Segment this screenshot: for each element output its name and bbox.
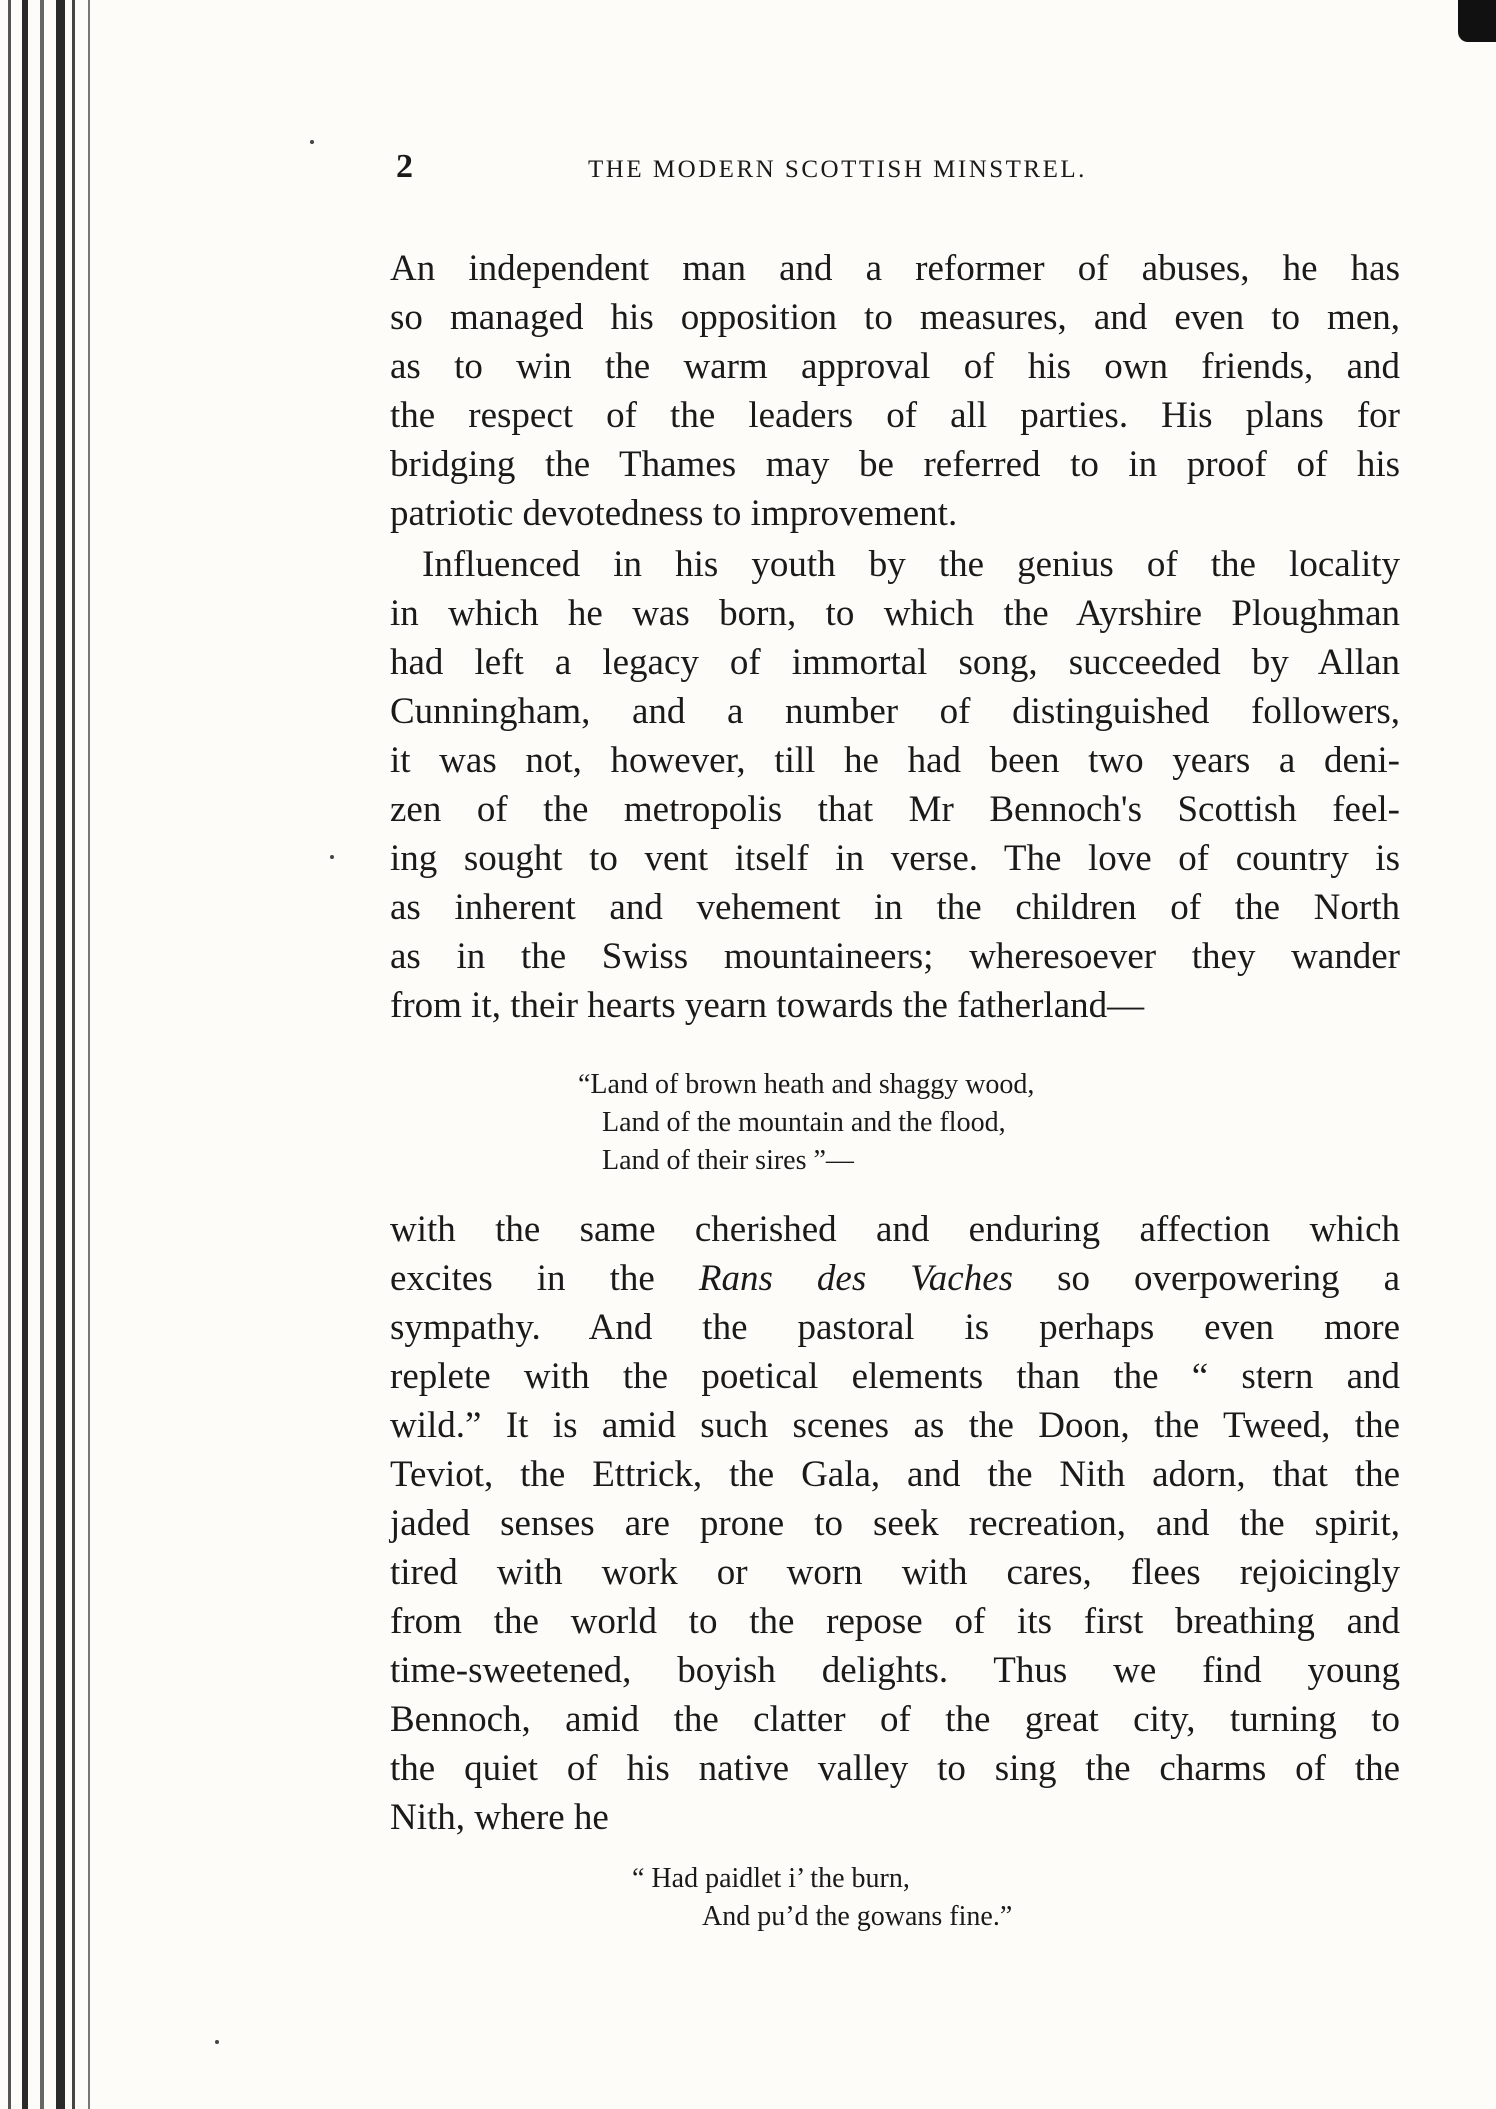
text-line: the quiet of his native valley to sing the charms of the [390,1748,1400,1789]
text-line: it was not, however, till he had been two years a deni- [390,740,1400,781]
paragraph-3 [390,1205,1400,1842]
text-line: the respect of the leaders of all parties. His plans for [390,395,1400,436]
running-head: THE MODERN SCOTTISH MINSTREL. [588,156,1087,183]
text-line: Nith, where he [390,1797,609,1838]
speck [310,140,314,144]
corner-mark [1458,0,1496,42]
text-line: as to win the warm approval of his own friends, and [390,346,1400,387]
text-line: from it, their hearts yearn towards the fatherland— [390,985,1145,1026]
italic-title: Rans des Vaches [698,1258,1014,1299]
text-line: so managed his opposition to measures, and even to men, [390,297,1400,338]
text-line: from the world to the repose of its first breathing and [390,1601,1400,1642]
verse-line: “ Had paidlet i’ the burn, [632,1863,910,1894]
text-line: sympathy. And the pastoral is perhaps even more [390,1307,1400,1348]
text-line: Cunningham, and a number of distinguished followers, [390,691,1400,732]
text-line: Bennoch, amid the clatter of the great city, turning to [390,1699,1400,1740]
verse-line: “Land of brown heath and shaggy wood, [578,1069,1035,1100]
page-number: 2 [396,148,413,185]
text-line: tired with work or worn with cares, flees rejoicingly [390,1552,1400,1593]
text-line: patriotic devotedness to improvement. [390,493,958,534]
text-segment: so overpowering a [1013,1258,1400,1299]
text-line: Influenced in his youth by the genius of the locality [422,544,1400,585]
speck [215,2040,219,2044]
text-line: in which he was born, to which the Ayrshire Ploughman [390,593,1400,634]
verse-line: Land of the mountain and the flood, [602,1107,1006,1138]
text-line: jaded senses are prone to seek recreation, and the spirit, [390,1503,1400,1544]
speck [330,855,334,859]
text-line: Teviot, the Ettrick, the Gala, and the Nith adorn, that the [390,1454,1400,1495]
verse-quote-1 [578,1066,1034,1180]
verse-line: Land of their sires ”— [602,1145,854,1176]
text-line: as inherent and vehement in the children of the North [390,887,1400,928]
verse-line: And pu’d the gowans fine.” [702,1901,1013,1932]
text-line: bridging the Thames may be referred to in proof of his [390,444,1400,485]
text-line: as in the Swiss mountaineers; wheresoever they wander [390,936,1400,977]
text-line: time-sweetened, boyish delights. Thus we find young [390,1650,1400,1691]
paragraph-1 [390,244,1400,538]
verse-quote-2 [632,1860,1012,1936]
text-line [390,1254,1400,1303]
page-header [390,148,1400,188]
text-line: ing sought to vent itself in verse. The love of country is [390,838,1400,879]
text-line: wild.” It is amid such scenes as the Doon, the Tweed, the [390,1405,1400,1446]
text-segment: excites in the [390,1258,699,1299]
text-line: had left a legacy of immortal song, succeeded by Allan [390,642,1400,683]
text-line: zen of the metropolis that Mr Bennoch's Scottish feel- [390,789,1400,830]
text-line: with the same cherished and enduring affection which [390,1209,1400,1250]
text-line: An independent man and a reformer of abuses, he has [390,248,1400,289]
binding-gutter [0,0,110,2109]
text-line: replete with the poetical elements than the “ stern and [390,1356,1400,1397]
paragraph-2 [390,540,1400,1030]
